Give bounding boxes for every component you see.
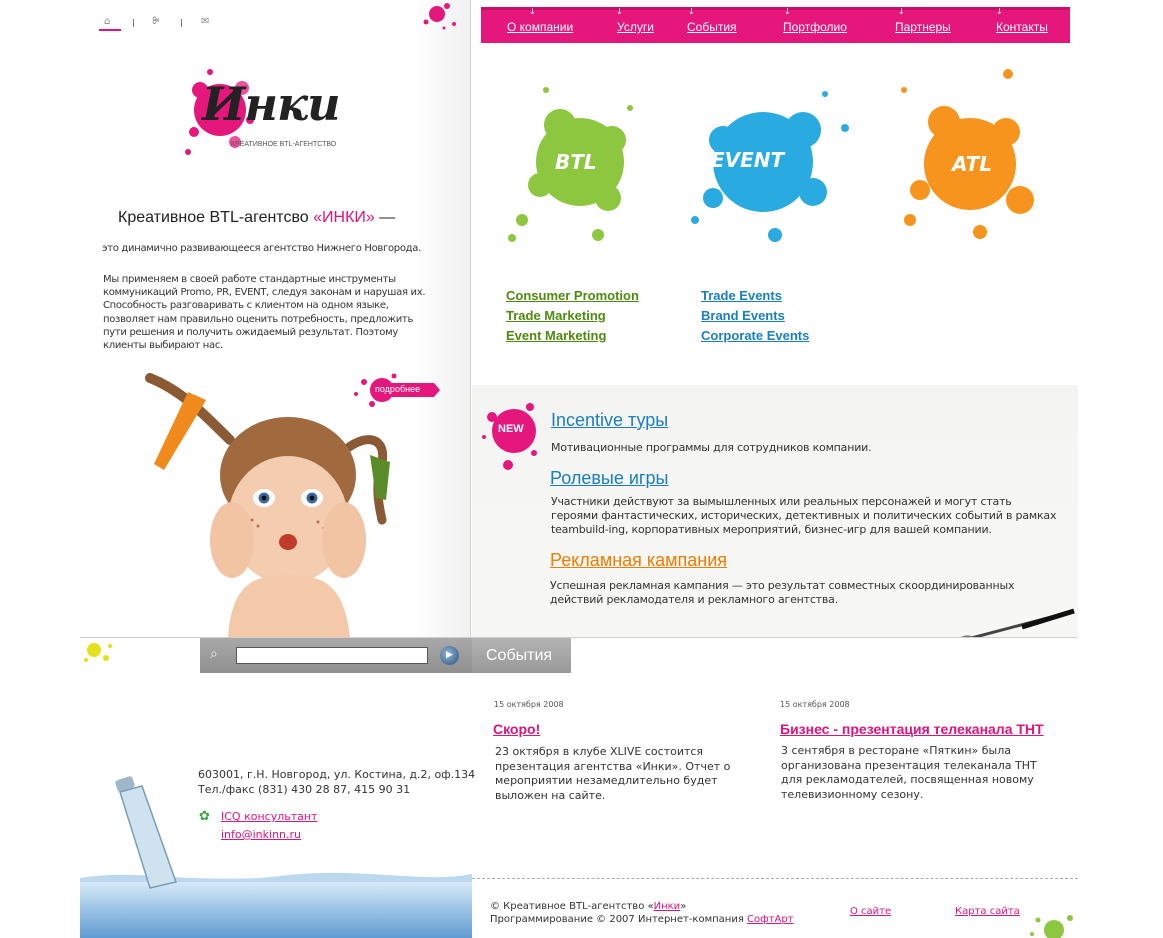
btl-blob[interactable] — [500, 80, 660, 250]
nav-events[interactable]: События — [687, 20, 737, 34]
new-badge-splash — [478, 395, 542, 475]
pink-splash-decoration — [414, 0, 464, 34]
nav-contacts[interactable]: Контакты — [996, 20, 1048, 34]
phone: Тел./факс (831) 430 28 87, 415 90 31 — [198, 783, 411, 796]
btl-label: BTL — [555, 150, 597, 174]
sitemap-icon[interactable]: ꔭ — [152, 16, 160, 27]
icq-link[interactable]: ICQ консультант — [221, 810, 318, 823]
search-icon: ⌕ — [210, 646, 218, 662]
logo[interactable] — [180, 60, 340, 160]
separator — [181, 19, 182, 27]
intro-heading-suffix: — — [379, 209, 396, 226]
news-date: 15 октября 2008 — [494, 700, 564, 709]
new-badge-label: NEW — [498, 423, 524, 435]
nav-marker: ↓ — [688, 7, 695, 16]
intro-heading-brand: «ИНКИ» — [313, 209, 375, 226]
icq-icon: ✿ — [199, 809, 210, 824]
link-corporate-events[interactable]: Corporate Events — [701, 328, 810, 343]
girl-illustration — [140, 370, 440, 637]
nav-marker: ↓ — [616, 7, 623, 16]
main-nav — [481, 7, 1070, 43]
intro-heading — [118, 209, 395, 227]
intro-heading-prefix: Креативное BTL-агентсво — [118, 209, 309, 226]
search-bar — [200, 638, 472, 673]
intro-line: это динамично развивающееся агентство Нижнего Новгорода. — [102, 243, 421, 254]
atl-label: ATL — [952, 152, 992, 176]
footer-copyright-suffix: » — [680, 901, 687, 912]
nav-marker: ↓ — [784, 7, 791, 16]
promo-title-incentive[interactable]: Incentive туры — [551, 410, 669, 430]
footer-copyright-prefix: © Креативное BTL-агентство « — [490, 901, 654, 912]
news-text: 23 октября в клубе XLIVE состоится презентация агентства «Инки». Отчет о мероприятии незамедлительно будет выложен на сайте. — [495, 745, 731, 802]
news-text: 3 сентября в ресторане «Пяткин» была организована презентация телеканала ТНТ для рекламодателей, посвященная новому телевизионному сезону. — [781, 744, 1037, 801]
nav-about[interactable]: О компании — [507, 20, 574, 34]
footer-divider — [472, 878, 1078, 879]
event-label: EVENT — [711, 148, 785, 172]
bottle-water-illustration — [80, 768, 472, 938]
footer-copyright — [490, 901, 686, 912]
nav-services[interactable]: Услуги — [617, 20, 654, 34]
home-active-indicator — [99, 29, 121, 31]
link-trade-events[interactable]: Trade Events — [701, 288, 782, 303]
search-submit-icon[interactable]: ▶ — [440, 646, 459, 665]
more-button-label: подробнее — [375, 384, 421, 394]
mail-icon[interactable]: ✉ — [201, 16, 210, 27]
promo-text-role-games: Участники действуют за вымышленных или реальных персонажей и могут стать героями фантастических, исторических, детективных и политических событий в рамках teambuild-ing, корпоративных мероприятий, бизнес-игр для вашей компании. — [551, 495, 1057, 536]
new-badge — [478, 395, 542, 475]
footer-programming — [490, 914, 794, 925]
news-date: 15 октября 2008 — [780, 700, 850, 709]
email-link[interactable]: info@inkinn.ru — [221, 828, 302, 841]
footer-about-link[interactable]: О сайте — [850, 906, 892, 917]
green-splash-decoration — [1020, 908, 1078, 938]
footer-programming-text: Программирование © 2007 Интернет-компания — [490, 914, 744, 925]
link-consumer-promotion[interactable]: Consumer Promotion — [506, 288, 639, 303]
atl-blob[interactable] — [890, 60, 1060, 250]
link-event-marketing[interactable]: Event Marketing — [506, 328, 607, 343]
promo-text-ad-campaign: Успешная рекламная кампания — это результат совместных скоординированных действий рекламодателя и рекламного агентства. — [550, 579, 1015, 606]
promo-text-incentive: Мотивационные программы для сотрудников компании. — [551, 441, 872, 454]
yellow-splash-decoration — [80, 638, 120, 668]
promo-title-role-games[interactable]: Ролевые игры — [550, 468, 669, 488]
nav-marker: ↓ — [996, 7, 1003, 16]
address: 603001, г.Н. Новгород, ул. Костина, д.2, оф.134 — [198, 768, 476, 781]
page — [80, 0, 1078, 938]
nav-partners[interactable]: Партнеры — [895, 20, 951, 34]
events-tab[interactable]: События — [472, 638, 571, 673]
logo-text: Инки — [202, 77, 340, 131]
left-column — [80, 0, 471, 637]
promo-panel — [472, 385, 1078, 637]
nav-marker: ↓ — [529, 7, 536, 16]
news-title-tnt[interactable]: Бизнес - презентация телеканала ТНТ — [780, 721, 1044, 737]
link-brand-events[interactable]: Brand Events — [701, 308, 785, 323]
bottom-section — [80, 637, 1078, 938]
nav-marker: ↓ — [898, 7, 905, 16]
intro-paragraph: Мы применяем в своей работе стандартные инструменты коммуникаций Promo, PR, EVENT, следуя законам и нарушая их. Способность разговаривать с клиентом на одном языке, позволяет нам правильно оценить потребность, предложить пути решения и получить ожидаемый результат. Поэтому клиенты выбирают нас. — [103, 274, 426, 352]
link-trade-marketing[interactable]: Trade Marketing — [506, 308, 606, 323]
event-blob[interactable] — [685, 80, 865, 250]
promo-title-ad-campaign[interactable]: Рекламная кампания — [550, 550, 728, 570]
news-title-soon[interactable]: Скоро! — [493, 721, 541, 737]
footer-brand-link[interactable]: Инки — [653, 901, 681, 912]
separator — [133, 19, 134, 27]
home-icon[interactable]: ⌂ — [104, 16, 111, 27]
footer-sitemap-link[interactable]: Карта сайта — [955, 906, 1020, 917]
search-input[interactable] — [236, 647, 428, 664]
nav-portfolio[interactable]: Портфолио — [783, 20, 847, 34]
footer-developer-link[interactable]: СофтАрт — [747, 914, 794, 925]
logo-tagline: КРЕАТИВНОЕ BTL-АГЕНТСТВО — [231, 141, 337, 148]
